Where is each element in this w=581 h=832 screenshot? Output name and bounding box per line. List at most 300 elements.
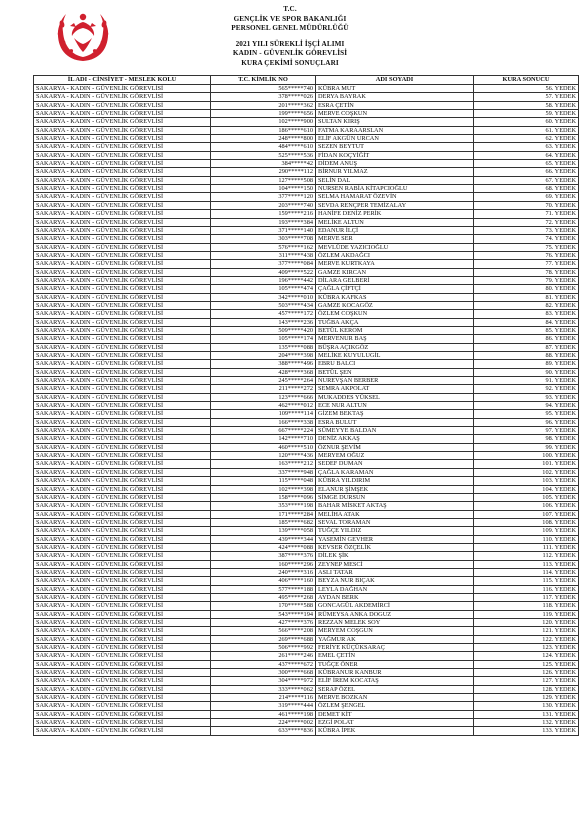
table-row	[34, 710, 579, 718]
cell-category: SAKARYA - KADIN - GÜVENLİK GÖREVLİSİ	[34, 176, 211, 184]
cell-full-name: MUKADDES YÜKSEL	[316, 393, 474, 401]
cell-id-number: 460*****510	[211, 443, 316, 451]
cell-id-number: 461*****198	[211, 710, 316, 718]
cell-id-number: 203*****740	[211, 201, 316, 209]
cell-category: SAKARYA - KADIN - GÜVENLİK GÖREVLİSİ	[34, 694, 211, 702]
cell-id-number: 576*****162	[211, 243, 316, 251]
cell-category: SAKARYA - KADIN - GÜVENLİK GÖREVLİSİ	[34, 402, 211, 410]
table-row	[34, 535, 579, 543]
table-row	[34, 168, 579, 176]
cell-category: SAKARYA - KADIN - GÜVENLİK GÖREVLİSİ	[34, 635, 211, 643]
cell-id-number: 127*****508	[211, 176, 316, 184]
table-row	[34, 418, 579, 426]
cell-category: SAKARYA - KADIN - GÜVENLİK GÖREVLİSİ	[34, 593, 211, 601]
cell-draw-result: 92. YEDEK	[474, 385, 579, 393]
cell-category: SAKARYA - KADIN - GÜVENLİK GÖREVLİSİ	[34, 418, 211, 426]
cell-id-number: 457*****172	[211, 310, 316, 318]
cell-full-name: ÇAĞLA KARAMAN	[316, 468, 474, 476]
cell-full-name: BİRNUR YILMAZ	[316, 168, 474, 176]
cell-id-number: 135*****088	[211, 343, 316, 351]
cell-id-number: 337*****948	[211, 468, 316, 476]
cell-category: SAKARYA - KADIN - GÜVENLİK GÖREVLİSİ	[34, 660, 211, 668]
cell-full-name: FERİYE KÜÇÜKSARAÇ	[316, 644, 474, 652]
cell-draw-result: 102. YEDEK	[474, 468, 579, 476]
cell-full-name: ÖZLEM COŞKUN	[316, 310, 474, 318]
cell-id-number: 248*****800	[211, 135, 316, 143]
cell-full-name: SEMRA AKPOLAT	[316, 385, 474, 393]
table-row	[34, 393, 579, 401]
cell-id-number: 406*****160	[211, 577, 316, 585]
cell-full-name: SEZEN BEYTUT	[316, 143, 474, 151]
cell-draw-result: 64. YEDEK	[474, 151, 579, 159]
cell-draw-result: 111. YEDEK	[474, 543, 579, 551]
cell-full-name: KÜBRA KAFKAS	[316, 293, 474, 301]
cell-id-number: 261*****246	[211, 652, 316, 660]
cell-category: SAKARYA - KADIN - GÜVENLİK GÖREVLİSİ	[34, 326, 211, 334]
cell-full-name: DİLARA GELBERİ	[316, 276, 474, 284]
cell-category: SAKARYA - KADIN - GÜVENLİK GÖREVLİSİ	[34, 502, 211, 510]
cell-draw-result: 91. YEDEK	[474, 377, 579, 385]
cell-draw-result: 108. YEDEK	[474, 518, 579, 526]
cell-category: SAKARYA - KADIN - GÜVENLİK GÖREVLİSİ	[34, 210, 211, 218]
cell-category: SAKARYA - KADIN - GÜVENLİK GÖREVLİSİ	[34, 552, 211, 560]
table-row	[34, 260, 579, 268]
cell-id-number: 509*****420	[211, 326, 316, 334]
cell-draw-result: 130. YEDEK	[474, 702, 579, 710]
cell-draw-result: 124. YEDEK	[474, 652, 579, 660]
cell-category: SAKARYA - KADIN - GÜVENLİK GÖREVLİSİ	[34, 293, 211, 301]
table-row	[34, 427, 579, 435]
cell-full-name: MERVE COŞKUN	[316, 110, 474, 118]
cell-draw-result: 76. YEDEK	[474, 251, 579, 259]
cell-category: SAKARYA - KADIN - GÜVENLİK GÖREVLİSİ	[34, 452, 211, 460]
cell-draw-result: 63. YEDEK	[474, 143, 579, 151]
cell-draw-result: 100. YEDEK	[474, 452, 579, 460]
cell-id-number: 300*****668	[211, 669, 316, 677]
cell-full-name: HANİFE DENİZ PERİK	[316, 210, 474, 218]
cell-full-name: ÖZLEM ŞENGEL	[316, 702, 474, 710]
cell-draw-result: 79. YEDEK	[474, 276, 579, 284]
table-row	[34, 293, 579, 301]
cell-draw-result: 97. YEDEK	[474, 427, 579, 435]
cell-id-number: 506*****992	[211, 644, 316, 652]
cell-full-name: YASEMİN GEVHER	[316, 535, 474, 543]
cell-draw-result: 116. YEDEK	[474, 585, 579, 593]
cell-draw-result: 65. YEDEK	[474, 160, 579, 168]
table-row	[34, 677, 579, 685]
cell-draw-result: 68. YEDEK	[474, 185, 579, 193]
table-row	[34, 210, 579, 218]
cell-category: SAKARYA - KADIN - GÜVENLİK GÖREVLİSİ	[34, 577, 211, 585]
cell-category: SAKARYA - KADIN - GÜVENLİK GÖREVLİSİ	[34, 276, 211, 284]
table-row	[34, 435, 579, 443]
cell-full-name: YAĞMUR AK	[316, 635, 474, 643]
cell-id-number: 427*****376	[211, 619, 316, 627]
cell-draw-result: 75. YEDEK	[474, 243, 579, 251]
cell-draw-result: 115. YEDEK	[474, 577, 579, 585]
cell-category: SAKARYA - KADIN - GÜVENLİK GÖREVLİSİ	[34, 652, 211, 660]
cell-full-name: MELİKE ALTUN	[316, 218, 474, 226]
cell-category: SAKARYA - KADIN - GÜVENLİK GÖREVLİSİ	[34, 193, 211, 201]
cell-id-number: 437*****672	[211, 660, 316, 668]
cell-full-name: EZGİ POLAT	[316, 719, 474, 727]
cell-category: SAKARYA - KADIN - GÜVENLİK GÖREVLİSİ	[34, 385, 211, 393]
cell-category: SAKARYA - KADIN - GÜVENLİK GÖREVLİSİ	[34, 243, 211, 251]
table-row	[34, 560, 579, 568]
cell-id-number: 196*****442	[211, 276, 316, 284]
cell-full-name: NUREVŞAN BERBER	[316, 377, 474, 385]
cell-category: SAKARYA - KADIN - GÜVENLİK GÖREVLİSİ	[34, 118, 211, 126]
table-row	[34, 493, 579, 501]
table-row	[34, 660, 579, 668]
cell-id-number: 577*****188	[211, 585, 316, 593]
org-line-1: T.C.	[283, 5, 297, 13]
cell-category: SAKARYA - KADIN - GÜVENLİK GÖREVLİSİ	[34, 126, 211, 134]
table-row	[34, 226, 579, 234]
table-row	[34, 218, 579, 226]
cell-full-name: ECE NUR ALTUN	[316, 402, 474, 410]
cell-category: SAKARYA - KADIN - GÜVENLİK GÖREVLİSİ	[34, 644, 211, 652]
cell-draw-result: 88. YEDEK	[474, 352, 579, 360]
cell-full-name: DENİZ AKKAŞ	[316, 435, 474, 443]
cell-draw-result: 62. YEDEK	[474, 135, 579, 143]
org-line-2: GENÇLİK VE SPOR BAKANLIĞI	[233, 14, 347, 23]
cell-id-number: 503*****434	[211, 301, 316, 309]
cell-category: SAKARYA - KADIN - GÜVENLİK GÖREVLİSİ	[34, 677, 211, 685]
cell-full-name: KÜBRANUR KANBUR	[316, 669, 474, 677]
cell-draw-result: 71. YEDEK	[474, 210, 579, 218]
cell-id-number: 123*****666	[211, 393, 316, 401]
cell-category: SAKARYA - KADIN - GÜVENLİK GÖREVLİSİ	[34, 268, 211, 276]
cell-id-number: 388*****496	[211, 360, 316, 368]
cell-draw-result: 78. YEDEK	[474, 268, 579, 276]
cell-full-name: KÜBRA MUT	[316, 85, 474, 93]
cell-full-name: MERYEM COŞGUN	[316, 627, 474, 635]
cell-draw-result: 125. YEDEK	[474, 660, 579, 668]
cell-category: SAKARYA - KADIN - GÜVENLİK GÖREVLİSİ	[34, 235, 211, 243]
org-line-3: PERSONEL GENEL MÜDÜRLÜĞÜ	[231, 24, 349, 33]
cell-id-number: 290*****112	[211, 168, 316, 176]
table-row	[34, 377, 579, 385]
cell-full-name: SEVAL TORAMAN	[316, 518, 474, 526]
table-row	[34, 702, 579, 710]
table-row	[34, 310, 579, 318]
cell-category: SAKARYA - KADIN - GÜVENLİK GÖREVLİSİ	[34, 160, 211, 168]
cell-id-number: 214*****116	[211, 694, 316, 702]
cell-draw-result: 127. YEDEK	[474, 677, 579, 685]
cell-full-name: MERYEM OĞUZ	[316, 452, 474, 460]
cell-draw-result: 83. YEDEK	[474, 310, 579, 318]
cell-draw-result: 67. YEDEK	[474, 176, 579, 184]
cell-full-name: BÜŞRA AÇIKGÖZ	[316, 343, 474, 351]
cell-category: SAKARYA - KADIN - GÜVENLİK GÖREVLİSİ	[34, 518, 211, 526]
table-row	[34, 151, 579, 159]
table-row	[34, 318, 579, 326]
table-row	[34, 201, 579, 209]
cell-full-name: ÖZLEM AKDAĞCI	[316, 251, 474, 259]
cell-full-name: EMEL ÇETİN	[316, 652, 474, 660]
cell-category: SAKARYA - KADIN - GÜVENLİK GÖREVLİSİ	[34, 602, 211, 610]
cell-full-name: DİLEK ŞİK	[316, 552, 474, 560]
cell-category: SAKARYA - KADIN - GÜVENLİK GÖREVLİSİ	[34, 443, 211, 451]
cell-full-name: SELMA HAMARAT ÖZEVİN	[316, 193, 474, 201]
cell-id-number: 462*****012	[211, 402, 316, 410]
cell-draw-result: 95. YEDEK	[474, 410, 579, 418]
cell-category: SAKARYA - KADIN - GÜVENLİK GÖREVLİSİ	[34, 477, 211, 485]
cell-id-number: 387*****376	[211, 552, 316, 560]
cell-id-number: 384*****42	[211, 160, 316, 168]
table-row	[34, 193, 579, 201]
cell-draw-result: 87. YEDEK	[474, 343, 579, 351]
cell-draw-result: 129. YEDEK	[474, 694, 579, 702]
cell-draw-result: 122. YEDEK	[474, 635, 579, 643]
cell-draw-result: 128. YEDEK	[474, 685, 579, 693]
table-row	[34, 619, 579, 627]
cell-draw-result: 123. YEDEK	[474, 644, 579, 652]
cell-full-name: MERVE KURTKAYA	[316, 260, 474, 268]
table-row	[34, 93, 579, 101]
cell-id-number: 186*****610	[211, 126, 316, 134]
column-header-result: KURA SONUCU	[474, 76, 579, 85]
cell-draw-result: 114. YEDEK	[474, 568, 579, 576]
cell-id-number: 102*****900	[211, 118, 316, 126]
cell-category: SAKARYA - KADIN - GÜVENLİK GÖREVLİSİ	[34, 485, 211, 493]
table-row	[34, 335, 579, 343]
cell-draw-result: 119. YEDEK	[474, 610, 579, 618]
table-header-row	[34, 76, 579, 85]
cell-category: SAKARYA - KADIN - GÜVENLİK GÖREVLİSİ	[34, 301, 211, 309]
cell-category: SAKARYA - KADIN - GÜVENLİK GÖREVLİSİ	[34, 343, 211, 351]
cell-draw-result: 107. YEDEK	[474, 510, 579, 518]
cell-draw-result: 69. YEDEK	[474, 193, 579, 201]
cell-category: SAKARYA - KADIN - GÜVENLİK GÖREVLİSİ	[34, 460, 211, 468]
cell-draw-result: 112. YEDEK	[474, 552, 579, 560]
cell-category: SAKARYA - KADIN - GÜVENLİK GÖREVLİSİ	[34, 510, 211, 518]
cell-full-name: SERAP ÖZEL	[316, 685, 474, 693]
cell-category: SAKARYA - KADIN - GÜVENLİK GÖREVLİSİ	[34, 393, 211, 401]
cell-full-name: ELANUR ŞİMŞEK	[316, 485, 474, 493]
column-header-name: ADI SOYADI	[316, 76, 474, 85]
table-row	[34, 577, 579, 585]
table-row	[34, 85, 579, 93]
cell-full-name: MERVE SER	[316, 235, 474, 243]
cell-id-number: 304*****972	[211, 677, 316, 685]
cell-draw-result: 120. YEDEK	[474, 619, 579, 627]
cell-id-number: 439*****344	[211, 535, 316, 543]
cell-full-name: SELİN DAL	[316, 176, 474, 184]
cell-draw-result: 121. YEDEK	[474, 627, 579, 635]
column-header-category: İL ADI - CİNSİYET - MESLEK KOLU	[34, 76, 211, 85]
cell-draw-result: 98. YEDEK	[474, 435, 579, 443]
cell-draw-result: 109. YEDEK	[474, 527, 579, 535]
cell-draw-result: 101. YEDEK	[474, 460, 579, 468]
cell-id-number: 378*****026	[211, 93, 316, 101]
cell-full-name: DEMET KİT	[316, 710, 474, 718]
cell-id-number: 105*****474	[211, 285, 316, 293]
table-row	[34, 176, 579, 184]
table-row	[34, 126, 579, 134]
cell-draw-result: 106. YEDEK	[474, 502, 579, 510]
table-row	[34, 460, 579, 468]
cell-full-name: EDANUR İLÇİ	[316, 226, 474, 234]
cell-category: SAKARYA - KADIN - GÜVENLİK GÖREVLİSİ	[34, 201, 211, 209]
cell-id-number: 104*****150	[211, 185, 316, 193]
table-body	[34, 85, 579, 736]
cell-full-name: FATMA KARAARSLAN	[316, 126, 474, 134]
cell-category: SAKARYA - KADIN - GÜVENLİK GÖREVLİSİ	[34, 360, 211, 368]
table-row	[34, 385, 579, 393]
cell-draw-result: 94. YEDEK	[474, 402, 579, 410]
cell-id-number: 193*****384	[211, 218, 316, 226]
cell-full-name: ÖZNUR ŞEVİM	[316, 443, 474, 451]
cell-category: SAKARYA - KADIN - GÜVENLİK GÖREVLİSİ	[34, 710, 211, 718]
cell-id-number: 159*****216	[211, 210, 316, 218]
table-row	[34, 568, 579, 576]
table-row	[34, 143, 579, 151]
title-line-2: KADIN - GÜVENLİK GÖREVLİSİ	[232, 49, 348, 58]
cell-draw-result: 99. YEDEK	[474, 443, 579, 451]
cell-full-name: ELİF AKGÜN URCAN	[316, 135, 474, 143]
cell-id-number: 160*****296	[211, 560, 316, 568]
cell-draw-result: 84. YEDEK	[474, 318, 579, 326]
table-row	[34, 243, 579, 251]
cell-draw-result: 132. YEDEK	[474, 719, 579, 727]
cell-full-name: LEYLA DAĞHAN	[316, 585, 474, 593]
cell-draw-result: 57. YEDEK	[474, 93, 579, 101]
table-row	[34, 185, 579, 193]
cell-draw-result: 131. YEDEK	[474, 710, 579, 718]
cell-id-number: 565*****740	[211, 85, 316, 93]
cell-full-name: TUĞÇE YILDIZ	[316, 527, 474, 535]
cell-id-number: 633*****836	[211, 727, 316, 735]
cell-draw-result: 70. YEDEK	[474, 201, 579, 209]
cell-id-number: 342*****010	[211, 293, 316, 301]
cell-id-number: 543*****194	[211, 610, 316, 618]
cell-category: SAKARYA - KADIN - GÜVENLİK GÖREVLİSİ	[34, 218, 211, 226]
cell-draw-result: 103. YEDEK	[474, 477, 579, 485]
cell-id-number: 371*****140	[211, 226, 316, 234]
cell-id-number: 224*****002	[211, 719, 316, 727]
table-row	[34, 652, 579, 660]
cell-id-number: 139*****058	[211, 527, 316, 535]
cell-category: SAKARYA - KADIN - GÜVENLİK GÖREVLİSİ	[34, 110, 211, 118]
cell-full-name: SEDEF DUMAN	[316, 460, 474, 468]
cell-id-number: 240*****316	[211, 568, 316, 576]
table-row	[34, 360, 579, 368]
table-row	[34, 235, 579, 243]
cell-category: SAKARYA - KADIN - GÜVENLİK GÖREVLİSİ	[34, 702, 211, 710]
cell-id-number: 377*****120	[211, 193, 316, 201]
cell-id-number: 667*****224	[211, 427, 316, 435]
cell-draw-result: 81. YEDEK	[474, 293, 579, 301]
cell-id-number: 158*****096	[211, 493, 316, 501]
cell-full-name: RÜMEYSA ANKA DOGUZ	[316, 610, 474, 618]
table-row	[34, 118, 579, 126]
cell-draw-result: 110. YEDEK	[474, 535, 579, 543]
cell-category: SAKARYA - KADIN - GÜVENLİK GÖREVLİSİ	[34, 610, 211, 618]
table-row	[34, 719, 579, 727]
figure-emblem-icon	[70, 14, 96, 52]
cell-draw-result: 104. YEDEK	[474, 485, 579, 493]
cell-id-number: 105*****174	[211, 335, 316, 343]
cell-draw-result: 85. YEDEK	[474, 326, 579, 334]
cell-full-name: SULTAN KIRIŞ	[316, 118, 474, 126]
cell-category: SAKARYA - KADIN - GÜVENLİK GÖREVLİSİ	[34, 226, 211, 234]
cell-draw-result: 96. YEDEK	[474, 418, 579, 426]
cell-id-number: 269*****688	[211, 635, 316, 643]
cell-draw-result: 126. YEDEK	[474, 669, 579, 677]
laurel-wreath-icon	[57, 14, 108, 61]
table-row	[34, 368, 579, 376]
table-row	[34, 510, 579, 518]
cell-id-number: 484*****610	[211, 143, 316, 151]
table-row	[34, 627, 579, 635]
table-row	[34, 669, 579, 677]
table-row	[34, 468, 579, 476]
cell-category: SAKARYA - KADIN - GÜVENLİK GÖREVLİSİ	[34, 185, 211, 193]
cell-full-name: DİDEM ANUŞ	[316, 160, 474, 168]
cell-id-number: 409*****522	[211, 268, 316, 276]
cell-draw-result: 113. YEDEK	[474, 560, 579, 568]
cell-id-number: 163*****212	[211, 460, 316, 468]
cell-id-number: 142*****710	[211, 435, 316, 443]
table-row	[34, 543, 579, 551]
table-row	[34, 644, 579, 652]
cell-full-name: MEVLÜDE YAZICIOĞLU	[316, 243, 474, 251]
cell-category: SAKARYA - KADIN - GÜVENLİK GÖREVLİSİ	[34, 260, 211, 268]
cell-full-name: SÜMEYYE BALDAN	[316, 427, 474, 435]
cell-category: SAKARYA - KADIN - GÜVENLİK GÖREVLİSİ	[34, 352, 211, 360]
cell-full-name: REZZAN MELEK SOY	[316, 619, 474, 627]
table-row	[34, 485, 579, 493]
cell-id-number: 495*****268	[211, 593, 316, 601]
cell-category: SAKARYA - KADIN - GÜVENLİK GÖREVLİSİ	[34, 493, 211, 501]
cell-id-number: 185*****682	[211, 518, 316, 526]
cell-category: SAKARYA - KADIN - GÜVENLİK GÖREVLİSİ	[34, 93, 211, 101]
cell-category: SAKARYA - KADIN - GÜVENLİK GÖREVLİSİ	[34, 410, 211, 418]
table-row	[34, 160, 579, 168]
table-row	[34, 410, 579, 418]
table-row	[34, 518, 579, 526]
title-line-1: 2021 YILI SÜREKLİ İŞÇİ ALIMI	[235, 39, 345, 48]
cell-full-name: ZEYNEP MESCİ	[316, 560, 474, 568]
cell-id-number: 377*****084	[211, 260, 316, 268]
cell-category: SAKARYA - KADIN - GÜVENLİK GÖREVLİSİ	[34, 168, 211, 176]
cell-id-number: 428*****368	[211, 368, 316, 376]
cell-category: SAKARYA - KADIN - GÜVENLİK GÖREVLİSİ	[34, 377, 211, 385]
cell-id-number: 143*****236	[211, 318, 316, 326]
table-row	[34, 685, 579, 693]
ministry-logo	[52, 4, 114, 66]
cell-id-number: 171*****284	[211, 510, 316, 518]
cell-id-number: 201*****362	[211, 101, 316, 109]
cell-full-name: KÜBRA YILDIRIM	[316, 477, 474, 485]
cell-category: SAKARYA - KADIN - GÜVENLİK GÖREVLİSİ	[34, 585, 211, 593]
cell-id-number: 566*****208	[211, 627, 316, 635]
cell-full-name: MERVE BOZKAN	[316, 694, 474, 702]
cell-full-name: GAMZE KIRCAN	[316, 268, 474, 276]
cell-draw-result: 80. YEDEK	[474, 285, 579, 293]
document-header	[0, 0, 581, 74]
cell-category: SAKARYA - KADIN - GÜVENLİK GÖREVLİSİ	[34, 101, 211, 109]
cell-category: SAKARYA - KADIN - GÜVENLİK GÖREVLİSİ	[34, 727, 211, 735]
cell-category: SAKARYA - KADIN - GÜVENLİK GÖREVLİSİ	[34, 143, 211, 151]
table-row	[34, 402, 579, 410]
cell-full-name: TUĞÇE ÖNER	[316, 660, 474, 668]
cell-category: SAKARYA - KADIN - GÜVENLİK GÖREVLİSİ	[34, 619, 211, 627]
cell-draw-result: 72. YEDEK	[474, 218, 579, 226]
cell-draw-result: 59. YEDEK	[474, 110, 579, 118]
